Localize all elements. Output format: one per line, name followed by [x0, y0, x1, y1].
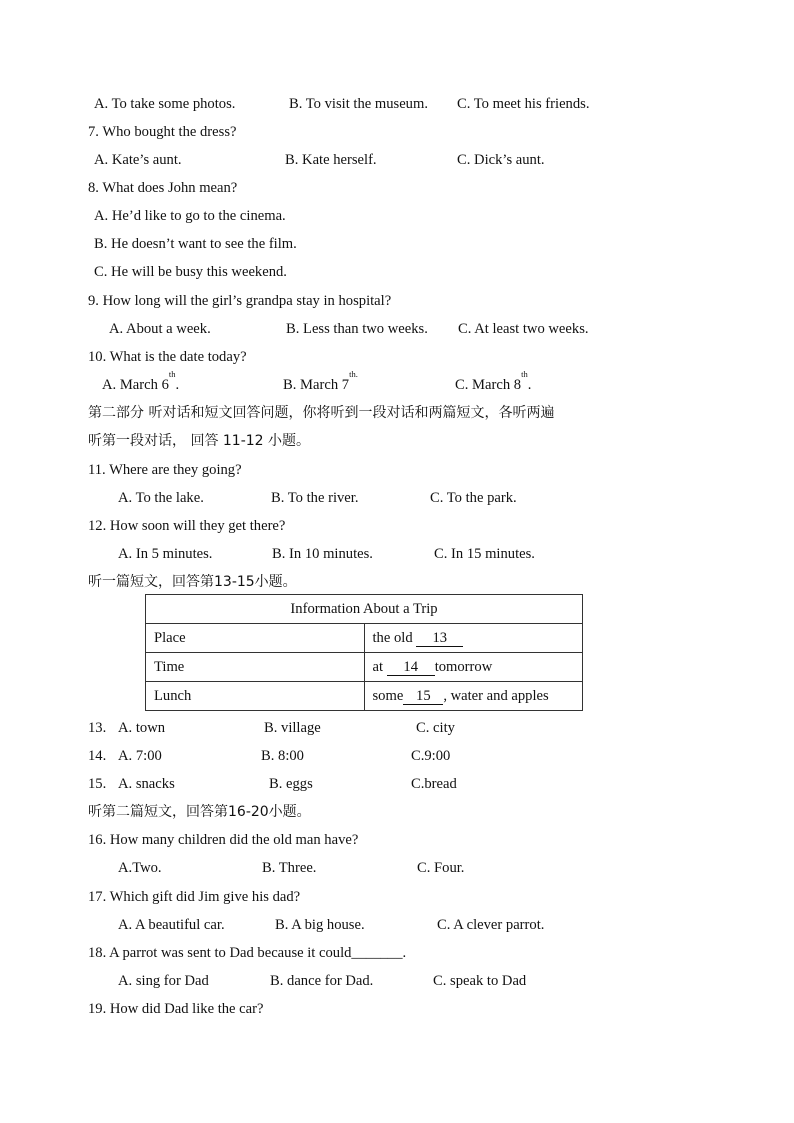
q18-option-c: C. speak to Dad [433, 973, 527, 989]
q6-option-c: C. To meet his friends. [457, 96, 590, 112]
q14-option-c: C.9:00 [411, 748, 451, 764]
q13-option-b: B. village [264, 720, 321, 736]
table-value-time: at 14 tomorrow [364, 653, 583, 682]
q10-option-a: A. March 6th. [102, 369, 180, 393]
q12-option-c: C. In 15 minutes. [434, 546, 535, 562]
q6-option-b: B. To visit the museum. [289, 96, 428, 112]
answer-blank-15: 15 [403, 689, 443, 705]
q11-option-c: C. To the park. [430, 490, 517, 506]
q9-option-c: C. At least two weeks. [458, 321, 589, 337]
q12-option-a: A. In 5 minutes. [118, 546, 213, 562]
q12-question: 12. How soon will they get there? [88, 518, 286, 534]
table-row-place [146, 624, 583, 653]
table-title: Information About a Trip [146, 595, 583, 624]
q9-option-a: A. About a week. [109, 321, 211, 337]
q17-question: 17. Which gift did Jim give his dad? [88, 889, 301, 905]
q13-option-c: C. city [416, 720, 455, 736]
table-label-time: Time [146, 653, 365, 682]
q17-option-b: B. A big house. [275, 917, 365, 933]
q7-question: 7. Who bought the dress? [88, 124, 237, 140]
q16-option-b: B. Three. [262, 860, 317, 876]
q11-question: 11. Where are they going? [88, 462, 242, 478]
q14-number: 14. [88, 748, 107, 764]
answer-blank-14: 14 [387, 660, 435, 676]
q11-option-a: A. To the lake. [118, 490, 204, 506]
passage2-instructions: 听第二篇短文，回答第16-20小题。 [88, 804, 311, 820]
q16-question: 16. How many children did the old man have? [88, 832, 359, 848]
q6-option-a: A. To take some photos. [94, 96, 236, 112]
table-label-lunch: Lunch [146, 682, 365, 711]
q13-option-a: A. town [118, 720, 166, 736]
q8-option-a: A. He’d like to go to the cinema. [94, 208, 286, 224]
q18-option-b: B. dance for Dad. [270, 973, 374, 989]
q8-option-c: C. He will be busy this weekend. [94, 264, 287, 280]
q10-option-b: B. March $7^{th.}$ [283, 369, 358, 393]
q7-option-b: B. Kate herself. [285, 152, 377, 168]
table-row-time [146, 653, 583, 682]
q8-question: 8. What does John mean? [88, 180, 238, 196]
q9-option-b: B. Less than two weeks. [286, 321, 428, 337]
q10-option-c: C. March 8th. [455, 369, 532, 393]
q17-option-c: C. A clever parrot. [437, 917, 545, 933]
q16-option-a: A.Two. [118, 860, 162, 876]
q19-question: 19. How did Dad like the car? [88, 1001, 264, 1017]
q14-option-a: A. 7:00 [118, 748, 162, 764]
table-value-place: the old 13 [364, 624, 583, 653]
answer-blank-13: 13 [416, 631, 463, 647]
q12-option-b: B. In 10 minutes. [272, 546, 373, 562]
q7-option-a: A. Kate’s aunt. [94, 152, 182, 168]
table-label-place: Place [146, 624, 365, 653]
q9-question: 9. How long will the girl’s grandpa stay in hospital? [88, 293, 392, 309]
q14-option-b: B. 8:00 [261, 748, 304, 764]
part2-instructions: 第二部分 听对话和短文回答问题，你将听到一段对话和两篇短文，各听两遍 [88, 405, 555, 421]
table-value-lunch: some 15 , water and apples [364, 682, 583, 711]
q8-option-b: B. He doesn’t want to see the film. [94, 236, 297, 252]
q18-option-a: A. sing for Dad [118, 973, 209, 989]
q15-option-a: A. snacks [118, 776, 175, 792]
table-row-lunch [146, 682, 583, 711]
q15-option-b: B. eggs [269, 776, 313, 792]
trip-info-table [145, 594, 583, 711]
q7-option-c: C. Dick’s aunt. [457, 152, 545, 168]
q11-option-b: B. To the river. [271, 490, 359, 506]
q17-option-a: A. A beautiful car. [118, 917, 225, 933]
table-header-row [146, 595, 583, 624]
q13-number: 13. [88, 720, 107, 736]
part2-dialogue-instructions: 听第一段对话， 回答 11-12 小题。 [88, 433, 311, 449]
q18-question: 18. A parrot was sent to Dad because it could_______. [88, 945, 407, 961]
passage1-instructions: 听一篇短文，回答第13-15小题。 [88, 574, 297, 590]
q16-option-c: C. Four. [417, 860, 465, 876]
q15-number: 15. [88, 776, 107, 792]
q10-question: 10. What is the date today? [88, 349, 247, 365]
q15-option-c: C.bread [411, 776, 457, 792]
